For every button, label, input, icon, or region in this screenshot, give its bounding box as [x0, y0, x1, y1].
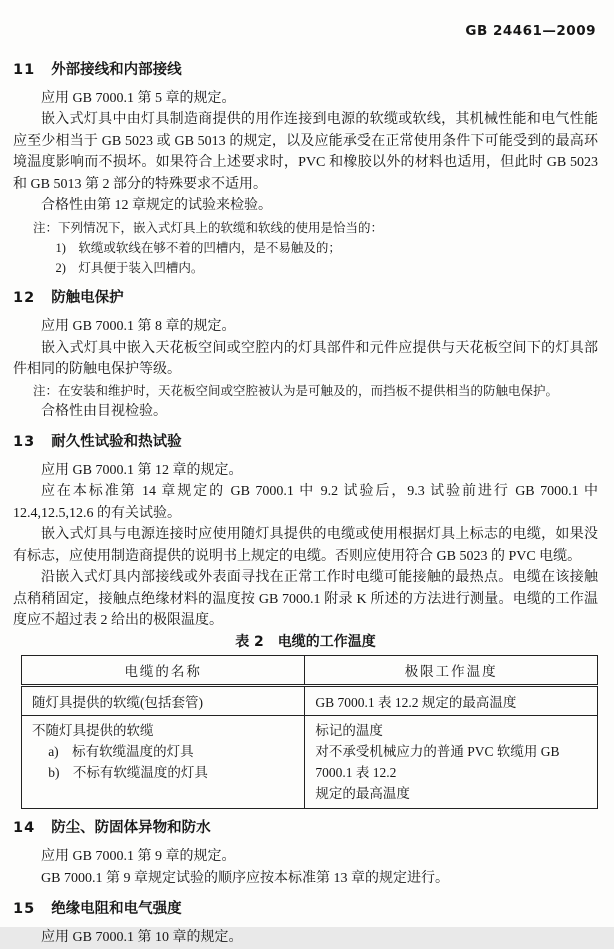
section-11-note-item-2: 2) 灯具便于装入凹槽内。 — [55, 261, 204, 276]
table-2-caption: 表 2 电缆的工作温度 — [235, 634, 376, 651]
table-2-row-2-name-line-3: b) 不标有软缆温度的灯具 — [48, 765, 208, 781]
section-13-number: 13 — [13, 434, 36, 451]
table-2-header-row — [22, 656, 598, 686]
table-2-row-2-cable-name — [22, 716, 305, 809]
table-2-row-2-limit-temperature — [305, 716, 598, 809]
table-2-row-1-limit-temperature: GB 7000.1 表 12.2 规定的最高温度 — [305, 686, 598, 716]
section-13-paragraph-3: 嵌入式灯具与电源连接时应使用随灯具提供的电缆或使用根据灯具上标志的电缆，如果没有标志，应使用制造商提供的说明书上规定的电缆。否则应使用符合 GB 5023 的 PVC 电缆。 — [13, 527, 598, 564]
section-14-paragraph-1: 应用 GB 7000.1 第 9 章的规定。 — [41, 849, 236, 865]
section-15-number: 15 — [13, 901, 36, 918]
table-2-column-header-cable-name: 电缆的名称 — [22, 656, 305, 686]
section-12-title: 防触电保护 — [51, 290, 124, 307]
table-row — [22, 686, 598, 716]
section-13-title: 耐久性试验和热试验 — [51, 434, 182, 451]
section-15-paragraph-1: 应用 GB 7000.1 第 10 章的规定。 — [41, 930, 243, 946]
section-12-paragraph-2: 嵌入式灯具中嵌入天花板空间或空腔内的灯具部件和元件应提供与天花板空间下的灯具部件相同的防触电保护等级。 — [13, 340, 598, 378]
section-13-paragraph-4: 沿嵌入式灯具内部接线或外表面寻找在正常工作时电缆可能接触的最热点。电缆在该接触点稍稍固定，接触点绝缘材料的温度按 GB 7000.1 附录 K 所述的方法进行测量。电缆的工作温度应不超过表 2 给出的极限温度。 — [13, 570, 598, 628]
table-2-row-2-temp-line-3: 规定的最高温度 — [315, 786, 410, 802]
table-2-column-header-limit-temperature: 极限工作温度 — [305, 656, 598, 686]
table-2-row-2-name-line-2: a) 标有软缆温度的灯具 — [48, 744, 194, 760]
table-2-row-1-cable-name: 随灯具提供的软缆(包括套管) — [22, 686, 305, 716]
section-11-note-item-1: 1) 软缆或软线在够不着的凹槽内，是不易触及的； — [55, 241, 341, 256]
section-13-paragraph-2: 应在本标准第 14 章规定的 GB 7000.1 中 9.2 试验后，9.3 试验前进行 GB 7000.1 中 12.4,12.5,12.6 的有关试验。 — [13, 484, 598, 521]
section-11-paragraph-1: 应用 GB 7000.1 第 5 章的规定。 — [41, 91, 236, 106]
section-14-number: 14 — [13, 820, 36, 837]
section-12-number: 12 — [13, 290, 36, 307]
section-13-heading — [13, 434, 598, 450]
table-2-row-2-temp-line-2: 对不承受机械应力的普通 PVC 软缆用 GB 7000.1 表 12.2 — [315, 744, 560, 781]
section-12-paragraph-1: 应用 GB 7000.1 第 8 章的规定。 — [41, 319, 236, 335]
section-11-title: 外部接线和内部接线 — [51, 62, 182, 78]
section-11-note: 注：下列情况下，嵌入式灯具上的软缆和软线的使用是恰当的： — [33, 221, 384, 236]
section-11-paragraph-3: 合格性由第 12 章规定的试验来检验。 — [41, 198, 272, 214]
section-12-heading — [13, 290, 598, 306]
section-11-heading — [13, 62, 598, 78]
section-14-title: 防尘、防固体异物和防水 — [51, 820, 211, 837]
table-row — [22, 716, 598, 809]
section-12-paragraph-3: 合格性由目视检验。 — [41, 403, 167, 419]
section-15-heading — [13, 901, 598, 917]
section-15-title: 绝缘电阻和电气强度 — [51, 901, 182, 918]
table-2-row-2-name-line-1: 不随灯具提供的软缆 — [32, 723, 154, 739]
section-11-note-block — [13, 218, 598, 278]
section-12-note: 注：在安装和维护时，天花板空间或空腔被认为是可触及的，而挡板不提供相当的防触电保护。 — [33, 383, 559, 398]
standard-number-header: GB 24461—2009 — [465, 23, 596, 39]
section-14-paragraph-2: GB 7000.1 第 9 章规定试验的顺序应按本标准第 13 章的规定进行。 — [41, 870, 449, 886]
table-2-row-2-temp-line-1: 标记的温度 — [315, 723, 383, 739]
section-11-number: 11 — [13, 62, 36, 78]
section-14-heading — [13, 820, 598, 836]
table-2-cable-working-temperature — [21, 655, 598, 809]
section-11-paragraph-2: 嵌入式灯具中由灯具制造商提供的用作连接到电源的软缆或软线，其机械性能和电气性能应至少相当于 GB 5023 或 GB 5013 的规定，以及应能承受在正常使用条件下可能受到的最高环境温度影响而不损坏。如果符合上述要求时，PVC 和橡胶以外的材料也适用，但此时 GB 5023 和 GB 5013 第 2 部分的特殊要求不适用。 — [13, 112, 598, 192]
section-13-paragraph-1: 应用 GB 7000.1 第 12 章的规定。 — [41, 463, 243, 479]
